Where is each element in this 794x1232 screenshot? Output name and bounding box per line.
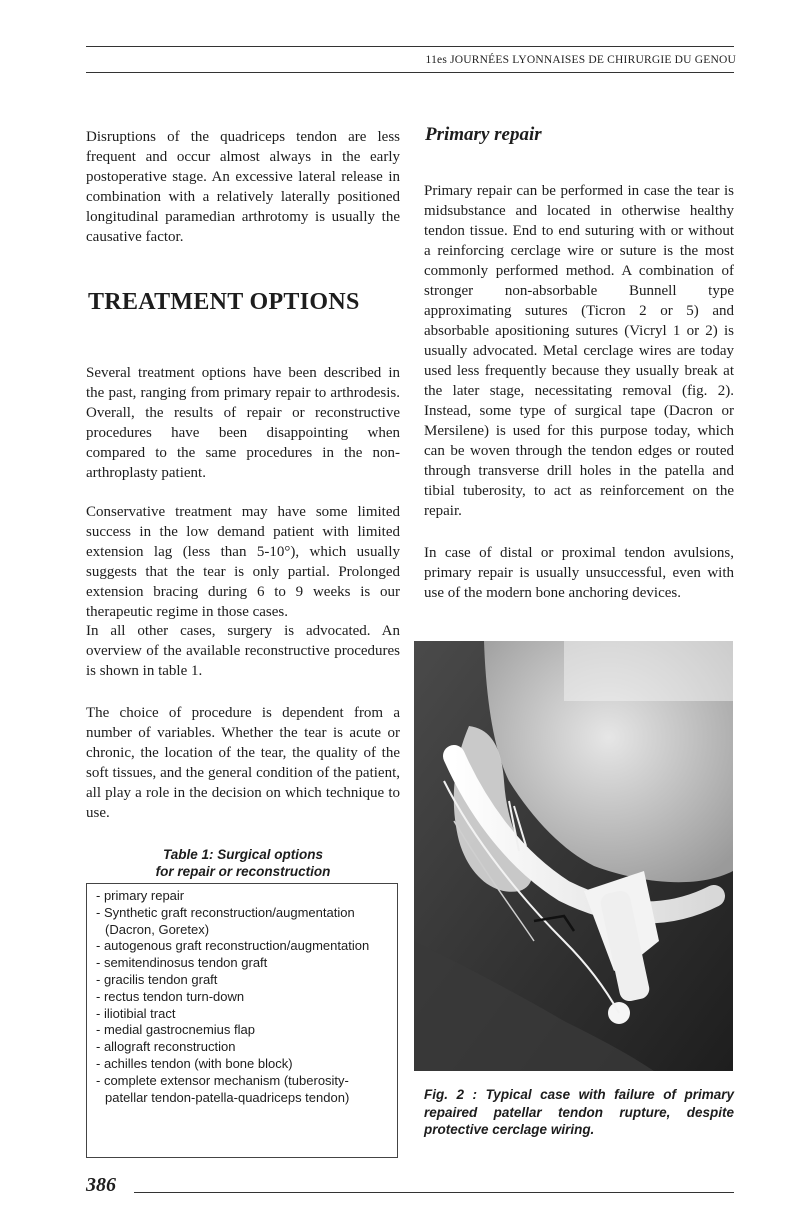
running-header: 11es JOURNÉES LYONNAISES DE CHIRURGIE DU GENOU: [425, 54, 736, 66]
table-item: - autogenous graft reconstruction/augmentation: [96, 938, 370, 954]
header-rule-bottom: [86, 72, 734, 73]
treatment-paragraph: Conservative treatment may have some limited success in the low demand patient with limited extension lag (less than 5-10°), which usually suggests that the tear is only partial. Prolonged extension bracing during 6 to 9 weeks is our therapeutic regime in those cases.: [86, 504, 400, 620]
treatment-paragraph-4-block: [86, 703, 400, 823]
table-item: - rectus tendon turn-down: [96, 988, 245, 1004]
table-caption-line-2: for repair or reconstruction: [155, 864, 331, 879]
treatment-paragraph: Several treatment options have been described in the past, ranging from primary repair to arthrodesis. Overall, the results of repair or reconstructive procedures have been disappointing when compared to the same procedures in the non-arthroplasty patient.: [86, 365, 400, 481]
table-item: - gracilis tendon graft: [96, 971, 218, 987]
primary-repair-paragraph: Primary repair can be performed in case the tear is midsubstance and located in otherwise healthy tendon tissue. End to end suturing with or without a reinforcing cerclage wire or suture is the most commonly performed method. A combination of stronger non-absorbable Bunnell type approximating sutures (Ticron 2 or 5) and absorbable apositioning sutures (Vicryl 1 or 2) is usually advocated. Metal cerclage wires are today used less frequently because they usually break at the later stage, necessitating removal (fig. 2). Instead, some type of surgical tape (Dacron or Mersilene) is used for this purpose today, which can be woven through the tendon edges or routed through transverse drill holes in the patella and tibial tuberosity, to act as reinforcement on the repair.: [424, 183, 734, 519]
surgical-options-list: [93, 888, 391, 1106]
table-item: - complete extensor mechanism (tuberosity-patellar tendon-patella-quadriceps tendon): [96, 1072, 350, 1105]
table-item: - medial gastrocnemius flap: [96, 1022, 255, 1038]
figure-caption: Fig. 2 : Typical case with failure of primary repaired patellar tendon rupture, despite protective cerclage wiring.: [424, 1087, 734, 1137]
table-caption-line-1: Table 1: Surgical options: [162, 847, 324, 862]
primary-repair-paragraph-2-block: [424, 543, 734, 603]
table-item: - achilles tendon (with bone block): [96, 1055, 293, 1071]
intro-paragraph: Disruptions of the quadriceps tendon are less frequent and occur almost always in the early postoperative stage. An excessive lateral release in combination with a relatively laterally positioned longitudinal paramedian arthrotomy is usually the causative factor.: [86, 129, 400, 245]
table-item: - iliotibial tract: [96, 1005, 176, 1021]
table-caption: [86, 846, 400, 880]
footer-rule: [134, 1192, 734, 1193]
treatment-paragraph-3-block: [86, 621, 400, 681]
table-item: - allograft reconstruction: [96, 1039, 236, 1055]
page-number: 386: [86, 1174, 116, 1196]
table-item: - Synthetic graft reconstruction/augmentation (Dacron, Goretex): [96, 904, 355, 937]
table-item: - semitendinosus tendon graft: [96, 955, 268, 971]
surgical-options-table: [86, 883, 398, 1158]
treatment-paragraph-2-block: [86, 502, 400, 622]
primary-repair-paragraph-1-block: [424, 181, 734, 521]
xray-image: [414, 641, 733, 1071]
treatment-paragraph-1-block: [86, 363, 400, 483]
treatment-paragraph: In all other cases, surgery is advocated. An overview of the available reconstructive procedures is shown in table 1.: [86, 623, 400, 679]
primary-repair-paragraph: In case of distal or proximal tendon avulsions, primary repair is usually unsuccessful, even with use of the modern bone anchoring devices.: [424, 545, 734, 601]
xray-figure: [414, 641, 733, 1071]
treatment-paragraph: The choice of procedure is dependent from a number of variables. Whether the tear is acute or chronic, the location of the tear, the quality of the soft tissues, and the general condition of the patient, all play a role in the decision on which technique to use.: [86, 705, 400, 821]
table-item: - primary repair: [96, 888, 185, 903]
intro-block: [86, 127, 400, 247]
subheading-primary-repair: Primary repair: [425, 124, 542, 145]
header-rule-top: [86, 46, 734, 47]
section-heading: TREATMENT OPTIONS: [88, 289, 360, 315]
